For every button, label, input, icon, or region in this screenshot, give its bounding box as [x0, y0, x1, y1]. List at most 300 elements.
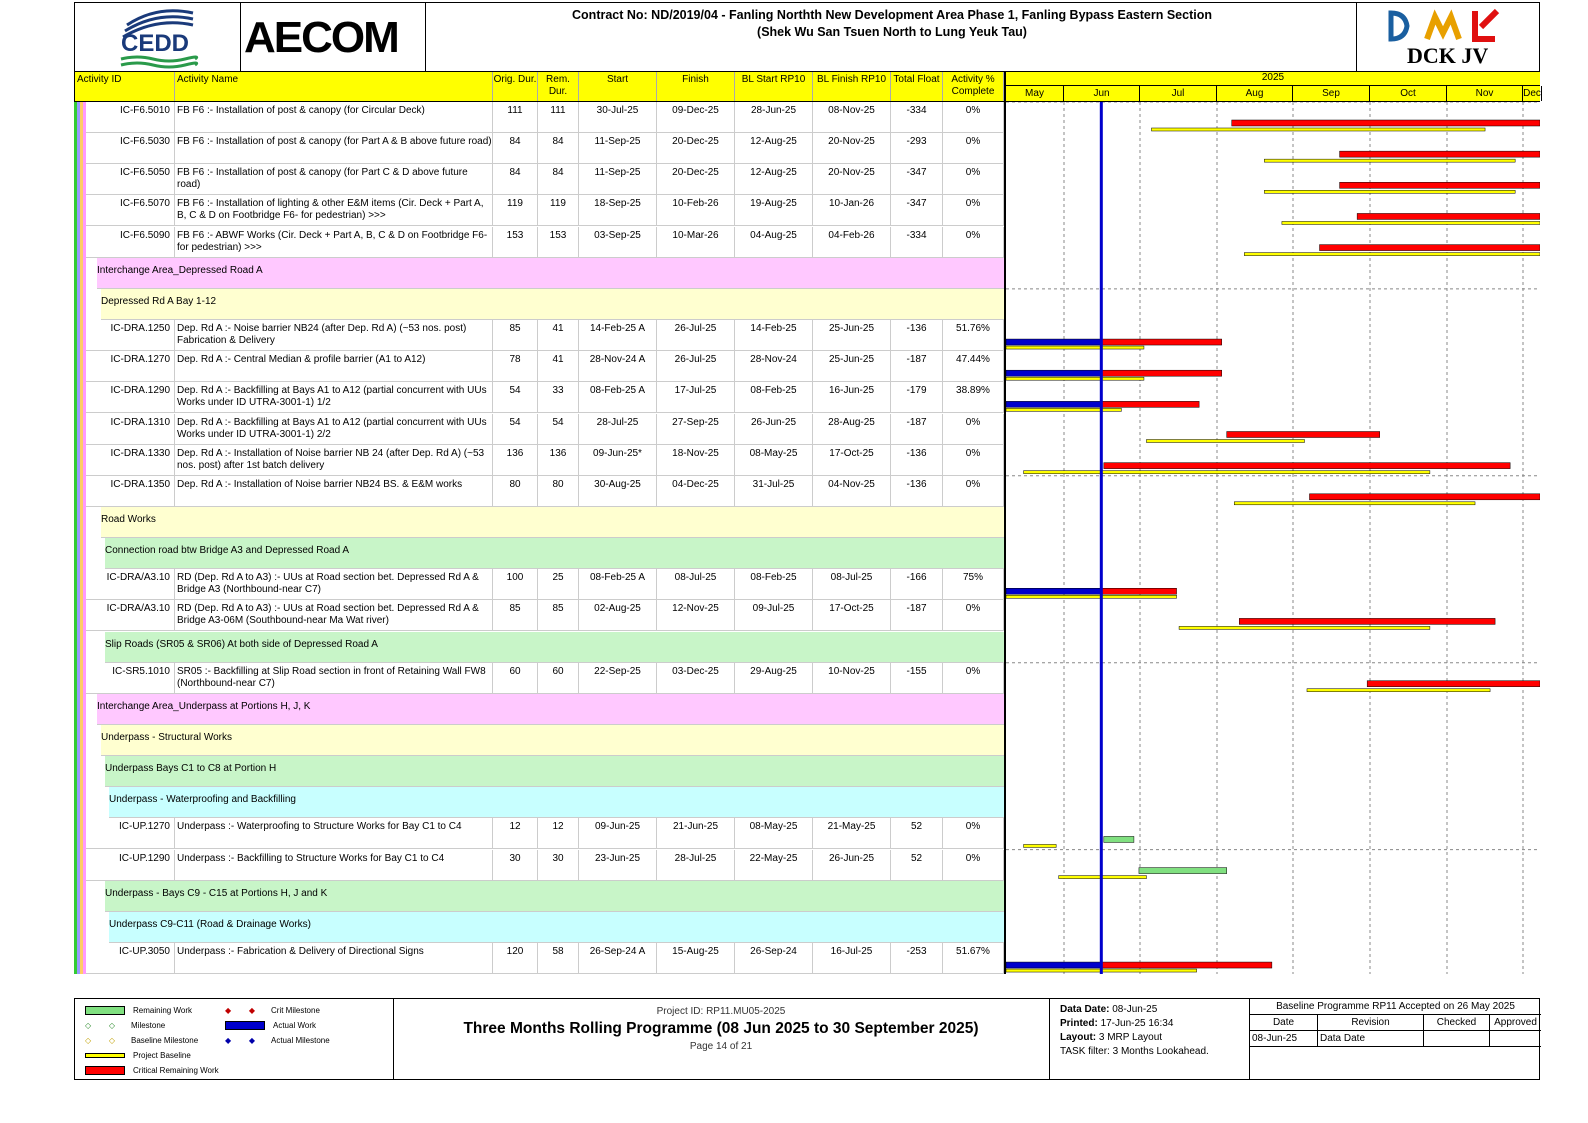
- cell-rd: 41: [538, 320, 579, 350]
- cell-finish: 21-Jun-25: [657, 818, 735, 848]
- cell-start: 18-Sep-25: [579, 195, 657, 225]
- group-label: Road Works: [101, 513, 156, 525]
- cell-blf: 10-Nov-25: [813, 663, 891, 693]
- cell-finish: 04-Dec-25: [657, 476, 735, 506]
- table-column-header: [74, 72, 1004, 102]
- col-bl-finish: BL Finish RP10: [813, 72, 891, 101]
- remaining-bar: [1104, 836, 1134, 842]
- cell-rd: 25: [538, 569, 579, 599]
- cell-pct: 0%: [943, 195, 1004, 225]
- cell-bls: 26-Jun-25: [735, 414, 813, 444]
- cell-blf: 04-Nov-25: [813, 476, 891, 506]
- cell-finish: 15-Aug-25: [657, 943, 735, 973]
- cell-pct: 0%: [943, 476, 1004, 506]
- critical-bar: [1101, 401, 1199, 407]
- cell-name: FB F6 :- ABWF Works (Cir. Deck + Part A, B, C & D on Footbridge F6- for pedestrian) >>>: [175, 227, 493, 257]
- group-label: Interchange Area_Depressed Road A: [97, 264, 263, 276]
- cell-id: IC-DRA.1250: [97, 320, 175, 350]
- cell-name: Underpass :- Backfilling to Structure Works for Bay C1 to C4: [175, 850, 493, 880]
- cell-bls: 31-Jul-25: [735, 476, 813, 506]
- cell-id: IC-DRA.1310: [97, 414, 175, 444]
- actual-bar: [1006, 370, 1101, 376]
- cell-pct: 0%: [943, 102, 1004, 132]
- cell-rd: 12: [538, 818, 579, 848]
- cell-od: 85: [493, 600, 538, 630]
- cell-blf: 16-Jun-25: [813, 382, 891, 412]
- cell-name: FB F6 :- Installation of post & canopy (for Circular Deck): [175, 102, 493, 132]
- cell-pct: 51.67%: [943, 943, 1004, 973]
- cell-name: Underpass :- Waterproofing to Structure Works for Bay C1 to C4: [175, 818, 493, 848]
- rev-col-approved: Approved: [1490, 1015, 1541, 1031]
- cell-name: Dep. Rd A :- Installation of Noise barrier NB24 BS. & E&M works: [175, 476, 493, 506]
- cell-start: 22-Sep-25: [579, 663, 657, 693]
- cell-finish: 28-Jul-25: [657, 850, 735, 880]
- project-id: Project ID: RP11.MU05-2025: [656, 1006, 786, 1017]
- gantt-month-jun: Jun: [1064, 86, 1140, 101]
- baseline-bar: [1006, 595, 1177, 598]
- gantt-month-oct: Oct: [1370, 86, 1447, 101]
- footer-title-block: [393, 999, 1050, 1079]
- activity-row: [75, 476, 1004, 507]
- cell-tf: -347: [891, 164, 943, 194]
- cell-od: 80: [493, 476, 538, 506]
- rev-col-revision: Revision: [1318, 1015, 1424, 1031]
- contract-line-1: Contract No: ND/2019/04 - Fanling Northth New Development Area Phase 1, Fanling Bypass Eastern Section: [572, 8, 1212, 22]
- legend-crit-milestone: ◆ ◆ Crit Milestone: [225, 1006, 320, 1016]
- legend: [75, 999, 394, 1079]
- cell-tf: -253: [891, 943, 943, 973]
- cell-tf: 52: [891, 818, 943, 848]
- baseline-bar: [1006, 377, 1144, 380]
- cell-bls: 08-May-25: [735, 445, 813, 475]
- legend-milestone: ◇ ◇ Milestone: [85, 1021, 166, 1031]
- critical-bar: [1239, 618, 1495, 624]
- group-label: Underpass - Waterproofing and Backfilling: [109, 794, 296, 806]
- cell-rd: 60: [538, 663, 579, 693]
- cell-rd: 54: [538, 414, 579, 444]
- cell-finish: 08-Jul-25: [657, 569, 735, 599]
- activity-row: [75, 414, 1004, 445]
- data-date: 08-Jun-25: [1112, 1004, 1158, 1015]
- cell-start: 23-Jun-25: [579, 850, 657, 880]
- cell-blf: 04-Feb-26: [813, 227, 891, 257]
- page-footer: [74, 998, 1540, 1080]
- cell-blf: 25-Jun-25: [813, 351, 891, 381]
- cell-name: Underpass :- Fabrication & Delivery of Directional Signs: [175, 943, 493, 973]
- group-row: [97, 694, 1004, 725]
- cell-id: IC-F6.5010: [97, 102, 175, 132]
- gantt-month-jul: Jul: [1140, 86, 1217, 101]
- critical-bar: [1232, 120, 1540, 126]
- group-row: [101, 289, 1004, 320]
- cell-rd: 85: [538, 600, 579, 630]
- baseline-bar: [1024, 471, 1430, 474]
- remaining-bar: [1139, 868, 1227, 874]
- cell-tf: -347: [891, 195, 943, 225]
- cell-finish: 20-Dec-25: [657, 164, 735, 194]
- cell-name: Dep. Rd A :- Installation of Noise barrier NB 24 (after Dep. Rd A) (~53 nos. post) after 1st batch delivery: [175, 445, 493, 475]
- cell-finish: 17-Jul-25: [657, 382, 735, 412]
- cell-id: IC-F6.5030: [97, 133, 175, 163]
- cell-name: Dep. Rd A :- Backfilling at Bays A1 to A12 (partial concurrent with UUs Works under ID UTRA-3001-1) 2/2: [175, 414, 493, 444]
- actual-bar: [1006, 588, 1101, 594]
- cell-tf: -155: [891, 663, 943, 693]
- cell-finish: 26-Jul-25: [657, 351, 735, 381]
- cell-blf: 28-Aug-25: [813, 414, 891, 444]
- cell-od: 119: [493, 195, 538, 225]
- cell-start: 03-Sep-25: [579, 227, 657, 257]
- cell-pct: 0%: [943, 663, 1004, 693]
- group-label: Underpass - Structural Works: [101, 732, 232, 743]
- cell-od: 85: [493, 320, 538, 350]
- gantt-month-aug: Aug: [1217, 86, 1293, 101]
- rev-date: 08-Jun-25: [1250, 1031, 1318, 1047]
- cell-finish: 12-Nov-25: [657, 600, 735, 630]
- cell-finish: 18-Nov-25: [657, 445, 735, 475]
- cell-od: 100: [493, 569, 538, 599]
- cell-tf: -179: [891, 382, 943, 412]
- cell-blf: 25-Jun-25: [813, 320, 891, 350]
- critical-bar: [1320, 245, 1540, 251]
- critical-bar: [1101, 370, 1221, 376]
- cell-finish: 26-Jul-25: [657, 320, 735, 350]
- critical-bar: [1309, 494, 1540, 500]
- group-row: [105, 538, 1004, 569]
- critical-bar: [1340, 151, 1540, 157]
- cell-rd: 84: [538, 133, 579, 163]
- cell-od: 60: [493, 663, 538, 693]
- legend-critical: Critical Remaining Work: [85, 1065, 219, 1077]
- legend-project-baseline: Project Baseline: [85, 1050, 191, 1062]
- cell-name: FB F6 :- Installation of post & canopy (for Part A & B above future road): [175, 133, 493, 163]
- task-filter: TASK filter: 3 Months Lookahead.: [1060, 1046, 1209, 1057]
- activity-row: [75, 818, 1004, 849]
- cell-bls: 09-Jul-25: [735, 600, 813, 630]
- cell-blf: 17-Oct-25: [813, 600, 891, 630]
- cell-rd: 30: [538, 850, 579, 880]
- cell-od: 136: [493, 445, 538, 475]
- gantt-svg: [1006, 102, 1540, 974]
- cell-rd: 33: [538, 382, 579, 412]
- cell-blf: 26-Jun-25: [813, 850, 891, 880]
- cell-tf: 52: [891, 850, 943, 880]
- baseline-title: Baseline Programme RP11 Accepted on 26 May 2025: [1250, 1001, 1541, 1015]
- activity-row: [75, 133, 1004, 164]
- activity-row: [75, 164, 1004, 195]
- activity-row: [75, 600, 1004, 631]
- cell-start: 28-Jul-25: [579, 414, 657, 444]
- critical-bar: [1367, 681, 1540, 687]
- cell-bls: 28-Jun-25: [735, 102, 813, 132]
- cell-blf: 17-Oct-25: [813, 445, 891, 475]
- cell-id: IC-DRA/A3.10: [97, 569, 175, 599]
- hierarchy-stripes: [74, 102, 96, 974]
- baseline-bar: [1244, 253, 1540, 256]
- activity-row: [75, 227, 1004, 258]
- cell-blf: 16-Jul-25: [813, 943, 891, 973]
- group-label: Depressed Rd A Bay 1-12: [101, 295, 217, 307]
- group-label: Slip Roads (SR05 & SR06) At both side of Depressed Road A: [105, 638, 378, 650]
- baseline-bar: [1024, 844, 1057, 847]
- cell-finish: 27-Sep-25: [657, 414, 735, 444]
- group-row: [105, 881, 1004, 912]
- cell-name: Dep. Rd A :- Central Median & profile barrier (A1 to A12): [175, 351, 493, 381]
- cell-start: 11-Sep-25: [579, 133, 657, 163]
- rev-revision: Data Date: [1318, 1031, 1424, 1047]
- cell-od: 30: [493, 850, 538, 880]
- cell-blf: 08-Jul-25: [813, 569, 891, 599]
- cell-blf: 21-May-25: [813, 818, 891, 848]
- cell-rd: 41: [538, 351, 579, 381]
- data-date-block: Data Date: 08-Jun-25 Printed: 17-Jun-25 16:34 Layout: 3 MRP Layout TASK filter: 3 Months Lookahead.: [1060, 1003, 1250, 1059]
- cell-id: IC-F6.5050: [97, 164, 175, 194]
- page-header: [74, 2, 1540, 72]
- col-activity-name: Activity Name: [175, 72, 493, 101]
- cell-rd: 84: [538, 164, 579, 194]
- programme-title: Three Months Rolling Programme (08 Jun 2025 to 30 September 2025): [463, 1020, 979, 1037]
- contract-line-2: (Shek Wu San Tsuen North to Lung Yeuk Tau): [757, 25, 1027, 39]
- activity-row: [75, 569, 1004, 600]
- cedd-logo-text: CEDD: [121, 30, 190, 57]
- cell-od: 84: [493, 133, 538, 163]
- rev-col-date: Date: [1250, 1015, 1318, 1031]
- baseline-bar: [1179, 626, 1430, 629]
- col-start: Start: [579, 72, 657, 101]
- activity-row: [75, 663, 1004, 694]
- col-orig-dur: Orig. Dur.: [493, 72, 538, 101]
- baseline-bar: [1264, 190, 1515, 193]
- cell-id: IC-UP.1290: [97, 850, 175, 880]
- cell-name: FB F6 :- Installation of lighting & other E&M items (Cir. Deck + Part A, B, C & D on Footbridge F6- for pedestrian) >>>: [175, 195, 493, 225]
- gantt-chart: [1004, 102, 1540, 974]
- actual-bar: [1006, 962, 1101, 968]
- aecom-logo-text: AECOM: [244, 13, 398, 62]
- revision-block: [1249, 999, 1541, 1079]
- cell-start: 08-Feb-25 A: [579, 382, 657, 412]
- legend-remaining: Remaining Work: [85, 1005, 192, 1017]
- layout-name: 3 MRP Layout: [1098, 1032, 1163, 1043]
- cell-tf: -187: [891, 600, 943, 630]
- col-activity-id: Activity ID: [75, 72, 175, 101]
- critical-bar: [1104, 463, 1510, 469]
- cell-tf: -136: [891, 445, 943, 475]
- cell-pct: 51.76%: [943, 320, 1004, 350]
- cell-id: IC-DRA.1350: [97, 476, 175, 506]
- cell-od: 12: [493, 818, 538, 848]
- group-row: [97, 258, 1004, 289]
- activity-row: [75, 445, 1004, 476]
- cell-od: 84: [493, 164, 538, 194]
- cell-name: Dep. Rd A :- Noise barrier NB24 (after Dep. Rd A) (~53 nos. post) Fabrication & Delivery: [175, 320, 493, 350]
- baseline-bar: [1307, 689, 1490, 692]
- cell-start: 09-Jun-25*: [579, 445, 657, 475]
- cell-pct: 0%: [943, 414, 1004, 444]
- cell-bls: 19-Aug-25: [735, 195, 813, 225]
- cell-pct: 0%: [943, 164, 1004, 194]
- critical-bar: [1227, 432, 1380, 438]
- legend-actual-milestone: ◆ ◆ Actual Milestone: [225, 1036, 330, 1046]
- cell-id: IC-F6.5090: [97, 227, 175, 257]
- cell-bls: 08-Feb-25: [735, 569, 813, 599]
- cell-name: FB F6 :- Installation of post & canopy (for Part C & D above future road): [175, 164, 493, 194]
- cell-bls: 08-May-25: [735, 818, 813, 848]
- critical-bar: [1357, 213, 1540, 219]
- baseline-bar: [1264, 159, 1515, 162]
- cell-start: 02-Aug-25: [579, 600, 657, 630]
- dck-logo: [1356, 3, 1539, 71]
- baseline-bar: [1146, 440, 1304, 443]
- cell-tf: -166: [891, 569, 943, 599]
- cell-finish: 03-Dec-25: [657, 663, 735, 693]
- cell-bls: 08-Feb-25: [735, 382, 813, 412]
- cell-blf: 20-Nov-25: [813, 133, 891, 163]
- activity-row: [75, 850, 1004, 881]
- cell-pct: 47.44%: [943, 351, 1004, 381]
- cell-bls: 29-Aug-25: [735, 663, 813, 693]
- cell-pct: 0%: [943, 850, 1004, 880]
- cell-finish: 10-Feb-26: [657, 195, 735, 225]
- cell-id: IC-UP.3050: [97, 943, 175, 973]
- group-label: Interchange Area_Underpass at Portions H, J, K: [97, 700, 311, 712]
- cell-pct: 0%: [943, 445, 1004, 475]
- gantt-month-dec: Dec: [1523, 88, 1541, 99]
- activity-row: [75, 195, 1004, 226]
- group-row: [105, 756, 1004, 787]
- cell-start: 08-Feb-25 A: [579, 569, 657, 599]
- cell-pct: 0%: [943, 600, 1004, 630]
- col-pct-complete: Activity % Complete: [943, 72, 1004, 101]
- cell-bls: 14-Feb-25: [735, 320, 813, 350]
- cell-pct: 0%: [943, 133, 1004, 163]
- page-number: Page 14 of 21: [689, 1041, 753, 1052]
- gantt-month-nov: Nov: [1447, 86, 1523, 101]
- cell-tf: -136: [891, 320, 943, 350]
- cell-tf: -293: [891, 133, 943, 163]
- activity-row: [75, 102, 1004, 133]
- cell-bls: 04-Aug-25: [735, 227, 813, 257]
- baseline-bar: [1234, 502, 1475, 505]
- critical-bar: [1340, 182, 1540, 188]
- cell-od: 78: [493, 351, 538, 381]
- critical-bar: [1101, 339, 1221, 345]
- critical-bar: [1101, 588, 1176, 594]
- group-row: [101, 507, 1004, 538]
- cell-id: IC-DRA.1290: [97, 382, 175, 412]
- cell-start: 11-Sep-25: [579, 164, 657, 194]
- activity-row: [75, 351, 1004, 382]
- baseline-bar: [1282, 221, 1540, 224]
- cell-od: 111: [493, 102, 538, 132]
- col-total-float: Total Float: [891, 72, 943, 101]
- col-bl-start: BL Start RP10: [735, 72, 813, 101]
- gantt-month-sep: Sep: [1293, 86, 1370, 101]
- aecom-logo: [240, 3, 426, 71]
- contract-title: [427, 7, 1357, 41]
- cell-pct: 75%: [943, 569, 1004, 599]
- cell-od: 153: [493, 227, 538, 257]
- group-row: [109, 912, 1004, 943]
- cell-finish: 10-Mar-26: [657, 227, 735, 257]
- group-row: [105, 632, 1004, 663]
- baseline-bar: [1151, 128, 1485, 131]
- cell-rd: 136: [538, 445, 579, 475]
- baseline-bar: [1006, 346, 1144, 349]
- cell-start: 14-Feb-25 A: [579, 320, 657, 350]
- cell-pct: 0%: [943, 227, 1004, 257]
- cell-rd: 58: [538, 943, 579, 973]
- cell-name: RD (Dep. Rd A to A3) :- UUs at Road section bet. Depressed Rd A & Bridge A3 (Northbound-near C7): [175, 569, 493, 599]
- cell-id: IC-SR5.1010: [97, 663, 175, 693]
- group-label: Underpass Bays C1 to C8 at Portion H: [105, 763, 277, 775]
- cell-start: 30-Jul-25: [579, 102, 657, 132]
- cell-od: 120: [493, 943, 538, 973]
- cell-bls: 12-Aug-25: [735, 133, 813, 163]
- cell-bls: 12-Aug-25: [735, 164, 813, 194]
- group-label: Connection road btw Bridge A3 and Depressed Road A: [105, 545, 350, 557]
- printed-date: 17-Jun-25 16:34: [1100, 1018, 1174, 1029]
- cell-id: IC-F6.5070: [97, 195, 175, 225]
- cell-blf: 08-Nov-25: [813, 102, 891, 132]
- activity-row: [75, 320, 1004, 351]
- cell-id: IC-DRA.1270: [97, 351, 175, 381]
- cell-pct: 38.89%: [943, 382, 1004, 412]
- actual-bar: [1006, 339, 1101, 345]
- cell-name: RD (Dep. Rd A to A3) :- UUs at Road section bet. Depressed Rd A & Bridge A3-06M (Southbound-near Ma Wat river): [175, 600, 493, 630]
- cell-start: 09-Jun-25: [579, 818, 657, 848]
- cell-rd: 80: [538, 476, 579, 506]
- legend-actual-work: Actual Work: [225, 1020, 316, 1032]
- group-label: Underpass - Bays C9 - C15 at Portions H, J and K: [105, 887, 328, 899]
- activity-row: [75, 943, 1004, 974]
- legend-baseline-milestone: ◇ ◇ Baseline Milestone: [85, 1036, 199, 1046]
- cell-bls: 22-May-25: [735, 850, 813, 880]
- cell-pct: 0%: [943, 818, 1004, 848]
- gantt-year: 2025: [1006, 72, 1540, 86]
- rev-col-checked: Checked: [1424, 1015, 1490, 1031]
- group-row: [101, 725, 1004, 756]
- cell-blf: 10-Jan-26: [813, 195, 891, 225]
- cell-tf: -187: [891, 414, 943, 444]
- cell-od: 54: [493, 414, 538, 444]
- cell-tf: -136: [891, 476, 943, 506]
- cell-bls: 28-Nov-24: [735, 351, 813, 381]
- cell-od: 54: [493, 382, 538, 412]
- cell-blf: 20-Nov-25: [813, 164, 891, 194]
- cell-tf: -187: [891, 351, 943, 381]
- cell-rd: 119: [538, 195, 579, 225]
- cell-rd: 111: [538, 102, 579, 132]
- group-row: [109, 787, 1004, 818]
- cell-rd: 153: [538, 227, 579, 257]
- cell-name: SR05 :- Backfilling at Slip Road section in front of Retaining Wall FW8 (Northbound-near C7): [175, 663, 493, 693]
- cell-bls: 26-Sep-24: [735, 943, 813, 973]
- dck-logo-text: DCK JV: [1407, 43, 1489, 68]
- critical-bar: [1101, 962, 1272, 968]
- cell-start: 26-Sep-24 A: [579, 943, 657, 973]
- cell-id: IC-DRA/A3.10: [97, 600, 175, 630]
- group-label: Underpass C9-C11 (Road & Drainage Works): [109, 918, 311, 930]
- cell-name: Dep. Rd A :- Backfilling at Bays A1 to A12 (partial concurrent with UUs Works under ID UTRA-3001-1) 1/2: [175, 382, 493, 412]
- cedd-logo: [75, 3, 241, 71]
- activity-row: [75, 382, 1004, 413]
- cell-start: 28-Nov-24 A: [579, 351, 657, 381]
- actual-bar: [1006, 401, 1101, 407]
- cell-id: IC-DRA.1330: [97, 445, 175, 475]
- col-finish: Finish: [657, 72, 735, 101]
- gantt-header: [1004, 72, 1540, 102]
- cell-finish: 09-Dec-25: [657, 102, 735, 132]
- activity-table: [74, 102, 1004, 974]
